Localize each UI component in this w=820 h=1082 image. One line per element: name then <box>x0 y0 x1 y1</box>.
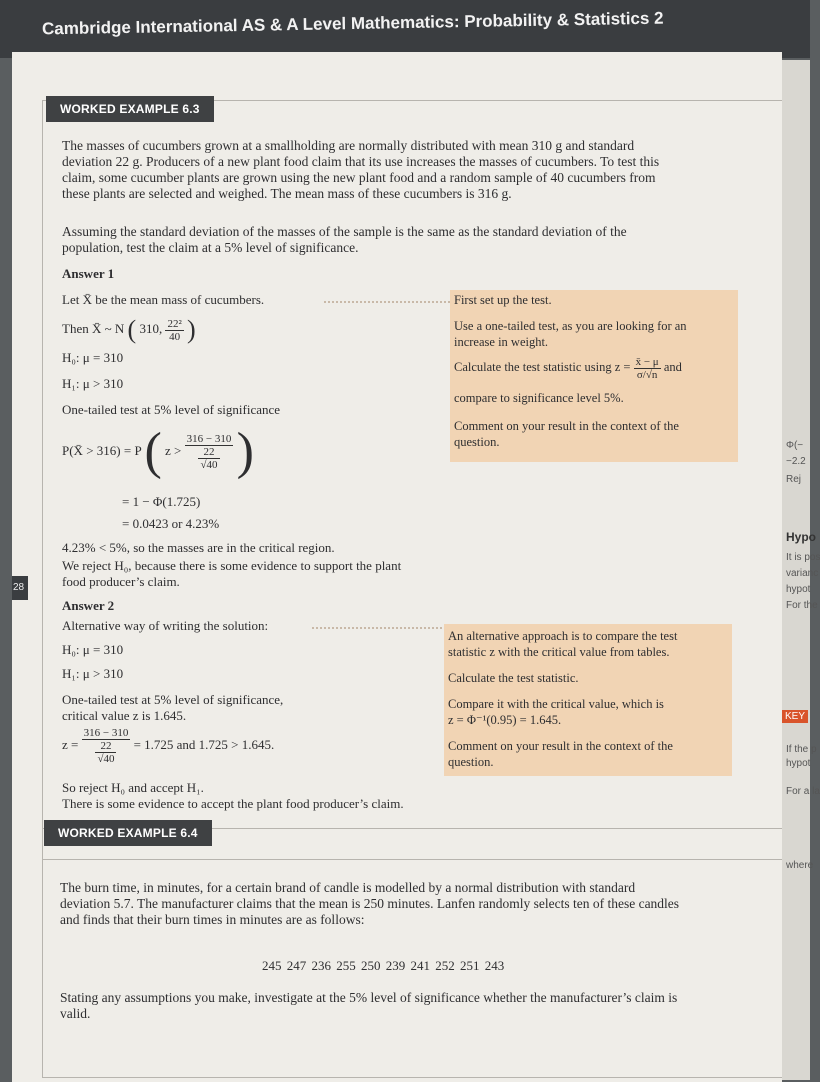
margin-text: For a la <box>786 786 820 797</box>
test-statistic-fraction <box>634 356 661 381</box>
answer-1-conclusion-1: 4.23% < 5%, so the masses are in the critical region. <box>62 540 335 555</box>
fraction-numerator: x̄ − μ <box>635 355 659 368</box>
worked-example-6-3-label: WORKED EXAMPLE 6.3 <box>46 96 214 122</box>
note-line: compare to significance level 5%. <box>454 391 624 405</box>
test-statistic-prefix: Calculate the test statistic using z = <box>454 360 631 374</box>
answer-1-h1: H₁: μ > 310 <box>62 376 124 391</box>
question-line: The masses of cucumbers grown at a smallholding are normally distributed with mean 310 g and standard <box>62 138 635 153</box>
answer-2-commentary <box>444 624 732 776</box>
question-line: population, test the claim at a 5% level of significance. <box>62 240 359 255</box>
question-line: Stating any assumptions you make, investigate at the 5% level of significance whether the manufacturer’s claim is <box>60 990 678 1005</box>
answer-2-critical: critical value z is 1.645. <box>62 708 187 723</box>
note-line: increase in weight. <box>454 335 549 349</box>
question-line: Assuming the standard deviation of the masses of the sample is the same as the standard deviation of the <box>62 224 627 239</box>
inner-fraction <box>198 446 219 471</box>
question-line: The burn time, in minutes, for a certain brand of candle is modelled by a normal distribution with standard <box>60 880 636 895</box>
probability-z: z > <box>165 443 182 458</box>
margin-text: For the <box>786 600 818 611</box>
note-line: Calculate the test statistic. <box>448 671 579 685</box>
right-paren: ) <box>187 315 196 345</box>
question-paragraph-2 <box>62 224 762 256</box>
question-line: claim, some cucumber plants are grown using the new plant food and a random sample of 40 cucumbers from <box>62 170 656 185</box>
probability-expression <box>62 416 254 486</box>
z-prefix: z = <box>62 737 79 752</box>
page-number: 28 <box>12 576 28 600</box>
answer-1-distribution <box>62 314 196 345</box>
margin-text: −2.2 <box>786 456 806 467</box>
z-result: = 1.725 and 1.725 > 1.645. <box>133 737 275 752</box>
fraction-numerator: 316 − 310 <box>186 433 232 446</box>
worked-example-6-4-box <box>42 828 790 1078</box>
margin-text: Rej <box>786 474 802 485</box>
answer-1-commentary <box>450 290 738 462</box>
answer-1-conclusion-2: We reject H₀, because there is some evidence to support the plant <box>62 558 402 573</box>
question-line: these plants are selected and weighed. The mean mass of these cucumbers is 316 g. <box>62 186 512 201</box>
fraction-numerator: 316 − 310 <box>83 727 129 740</box>
answer-1-let: Let X̄ be the mean mass of cucumbers. <box>62 292 265 307</box>
example-6-4-paragraph-1 <box>60 880 780 928</box>
distribution-args: 310, <box>139 321 163 336</box>
answer-1-h0: H₀: μ = 310 <box>62 350 124 365</box>
book-title: Cambridge International AS & A Level Mathematics: Probability & Statistics 2 <box>41 8 664 39</box>
probability-fraction <box>185 433 234 471</box>
fraction-denominator <box>185 446 234 471</box>
answer-2-h1: H₁: μ > 310 <box>62 666 124 681</box>
answer-2-reject: So reject H₀ and accept H₁. <box>62 780 204 795</box>
answer-2-tail: One-tailed test at 5% level of significance, <box>62 692 284 707</box>
margin-text: It is pos <box>786 552 820 563</box>
question-line: deviation 5.7. The manufacturer claims that the mean is 250 minutes. Lanfen randomly selects ten of these candles <box>60 896 680 911</box>
note-line: First set up the test. <box>454 293 552 307</box>
inner-numerator: 22 <box>198 446 219 459</box>
margin-text: hypot <box>786 584 811 595</box>
note-line: Comment on your result in the context of the <box>448 739 673 753</box>
note-line: question. <box>448 755 494 769</box>
note-line: statistic z with the critical value from tables. <box>448 645 670 659</box>
question-line: and finds that their burn times in minutes are as follows: <box>60 912 365 927</box>
margin-text: hypot <box>786 758 811 769</box>
next-page-margin <box>782 60 820 1080</box>
textbook-page <box>12 52 782 1082</box>
answer-2-intro: Alternative way of writing the solution: <box>62 618 269 633</box>
answer-2-evidence: There is some evidence to accept the plant food producer’s claim. <box>62 796 404 811</box>
margin-text: If the p <box>786 744 817 755</box>
answer-1-heading: Answer 1 <box>62 266 115 281</box>
question-paragraph-1 <box>62 138 762 202</box>
answer-1-step-2: = 0.0423 or 4.23% <box>122 516 220 531</box>
margin-text: where <box>786 860 814 871</box>
left-bracket: ( <box>144 423 162 481</box>
worked-example-6-4-label: WORKED EXAMPLE 6.4 <box>44 820 212 846</box>
answer-2-h0: H₀: μ = 310 <box>62 642 124 657</box>
test-statistic-suffix: and <box>663 360 682 374</box>
header-bar <box>0 0 810 58</box>
answer-1-step-1: = 1 − Φ(1.725) <box>122 494 201 509</box>
note-line: Comment on your result in the context of the <box>454 419 679 433</box>
fraction-denominator <box>82 740 131 765</box>
question-line: deviation 22 g. Producers of a new plant food claim that its use increases the masses of cucumbers. To test this <box>62 154 660 169</box>
fraction-numerator: 22² <box>167 317 182 330</box>
note-line: z = Φ⁻¹(0.95) = 1.645. <box>448 713 562 727</box>
burn-times-data: 245 247 236 255 250 239 241 252 251 243 <box>262 958 505 973</box>
question-line: valid. <box>60 1006 91 1021</box>
leader-dots <box>312 627 442 629</box>
right-bracket: ) <box>236 423 254 481</box>
inner-fraction <box>95 740 116 765</box>
inner-denominator: √40 <box>97 753 115 766</box>
margin-text: varianc <box>786 568 819 579</box>
answer-1-tail: One-tailed test at 5% level of significance <box>62 402 281 417</box>
example-6-4-paragraph-2 <box>60 990 780 1022</box>
answer-2-z-expression <box>62 720 274 770</box>
fraction-denominator: σ/√n <box>636 368 658 381</box>
answer-1-conclusion-3: food producer’s claim. <box>62 574 180 589</box>
fraction-denominator: 40 <box>169 330 181 343</box>
z-fraction <box>82 727 131 765</box>
left-paren: ( <box>127 315 137 345</box>
test-statistic-line <box>454 352 682 382</box>
note-line: Compare it with the critical value, which is <box>448 697 664 711</box>
distribution-prefix: Then X̄ ~ N <box>62 321 125 336</box>
margin-heading: Hypo <box>786 530 816 544</box>
variance-fraction <box>165 318 183 343</box>
note-line: Use a one-tailed test, as you are looking for an <box>454 319 687 333</box>
leader-dots <box>324 301 450 303</box>
probability-prefix: P(X̄ > 316) = P <box>62 443 142 458</box>
answer-2-heading: Answer 2 <box>62 598 115 613</box>
key-point-badge: KEY <box>782 710 808 723</box>
note-line: question. <box>454 435 500 449</box>
inner-denominator: √40 <box>200 459 218 472</box>
margin-text: Φ(− <box>786 440 804 451</box>
inner-numerator: 22 <box>95 740 116 753</box>
note-line: An alternative approach is to compare the test <box>448 629 678 643</box>
